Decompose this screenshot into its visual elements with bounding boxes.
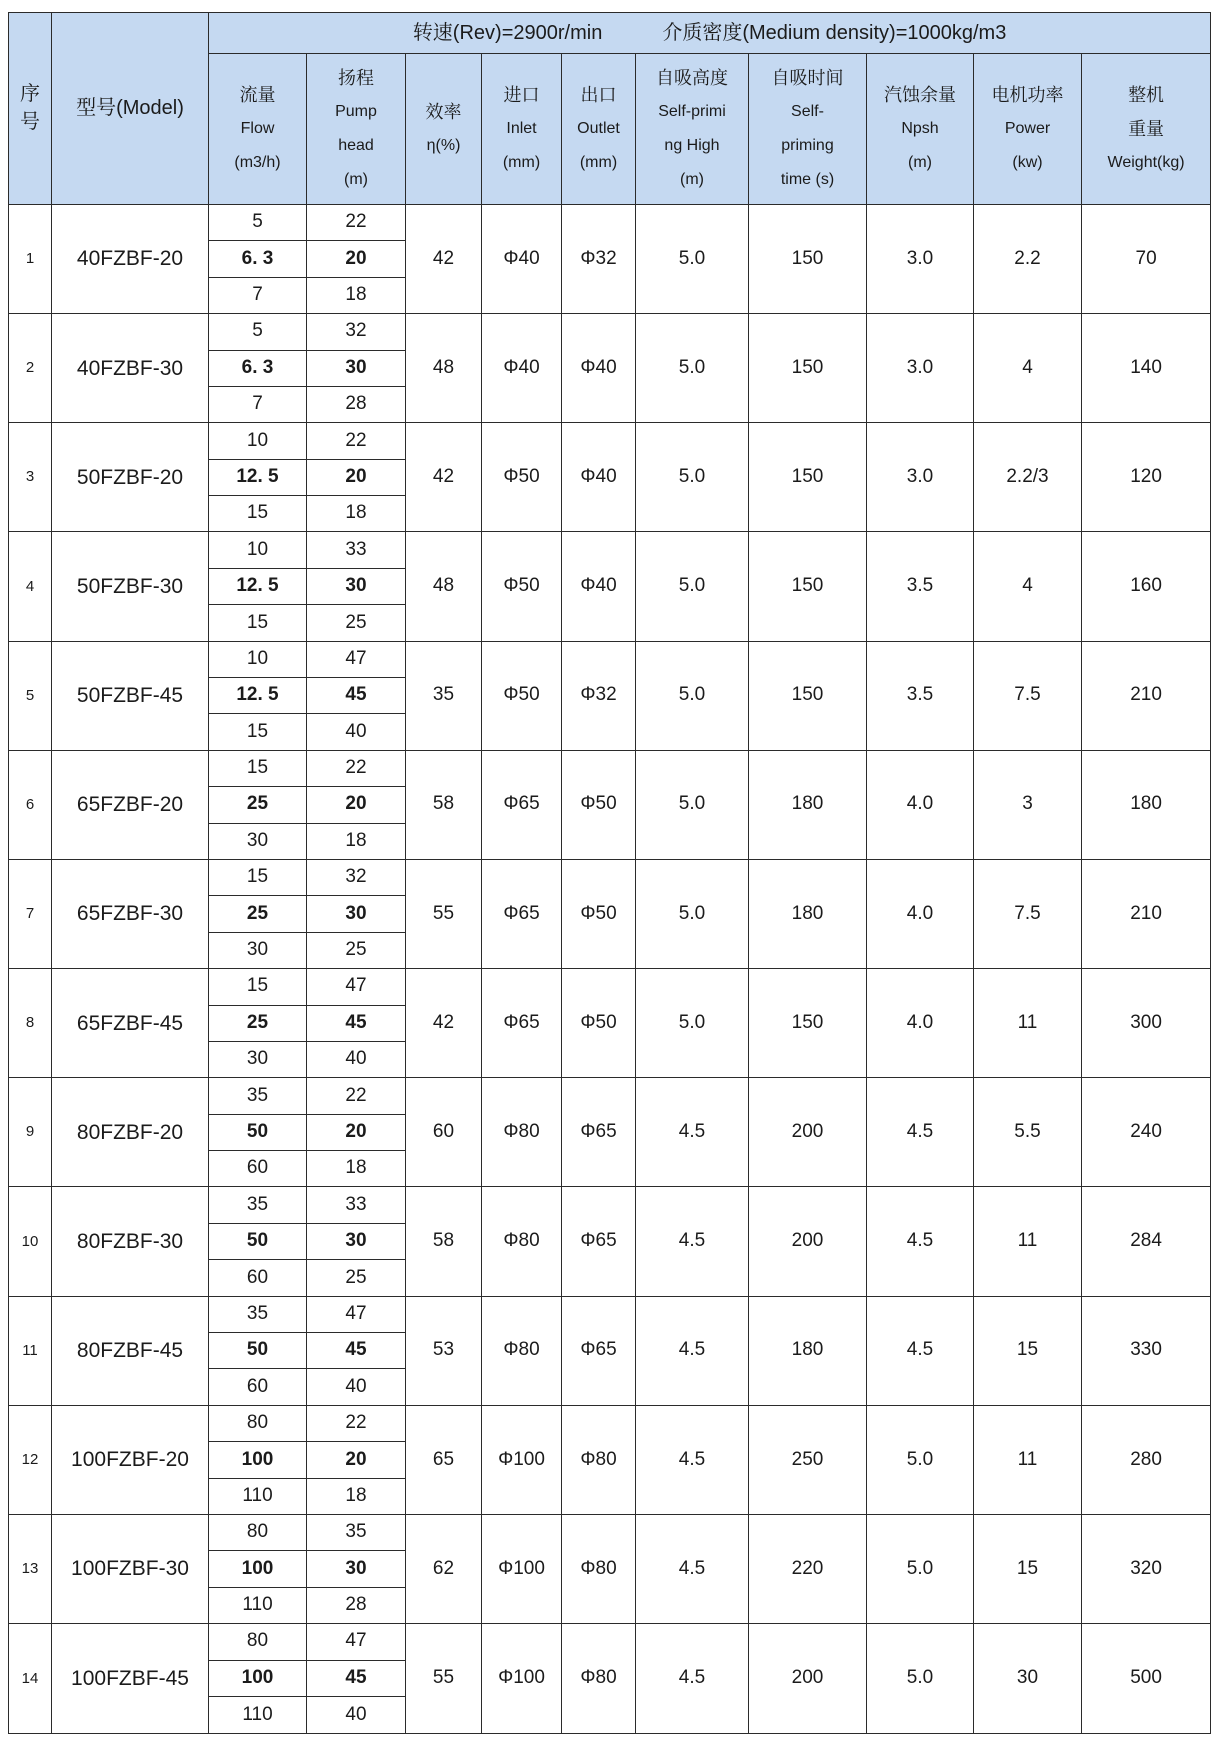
weight-cell: 240: [1082, 1078, 1211, 1187]
table-row: [9, 1078, 1211, 1114]
flow-cell: 15: [209, 605, 307, 641]
head-cell: 18: [307, 1151, 406, 1187]
head-cell: 40: [307, 714, 406, 750]
power-cell: 2.2/3: [974, 423, 1082, 532]
self-priming-time-cell: 180: [749, 859, 867, 968]
outlet-cell: Φ32: [562, 204, 636, 313]
self-priming-time-cell: 150: [749, 969, 867, 1078]
flow-cell: 100: [209, 1660, 307, 1696]
pump-spec-table: [8, 12, 1211, 1734]
operating-conditions-header: 转速(Rev)=2900r/min 介质密度(Medium density)=1000kg/m3: [209, 13, 1211, 54]
head-cell: 22: [307, 1078, 406, 1114]
weight-cell: 500: [1082, 1624, 1211, 1734]
head-cell: 45: [307, 1005, 406, 1041]
flow-header: 流量 Flow (m3/h): [209, 53, 307, 204]
self-priming-height-cell: 4.5: [636, 1624, 749, 1734]
outlet-cell: Φ40: [562, 314, 636, 423]
row-number-cell: 4: [9, 532, 52, 641]
table-row: [9, 532, 1211, 568]
weight-cell: 284: [1082, 1187, 1211, 1296]
power-cell: 11: [974, 1405, 1082, 1514]
efficiency-cell: 48: [406, 314, 482, 423]
head-cell: 22: [307, 204, 406, 240]
power-cell: 7.5: [974, 641, 1082, 750]
model-cell: 100FZBF-30: [52, 1515, 209, 1624]
inlet-cell: Φ80: [482, 1296, 562, 1405]
weight-cell: 180: [1082, 750, 1211, 859]
efficiency-cell: 53: [406, 1296, 482, 1405]
npsh-cell: 5.0: [867, 1405, 974, 1514]
table-row: [9, 1405, 1211, 1441]
self-priming-height-cell: 4.5: [636, 1187, 749, 1296]
self-priming-height-cell: 5.0: [636, 204, 749, 313]
table-row: [9, 314, 1211, 350]
flow-cell: 5: [209, 314, 307, 350]
table-row: [9, 859, 1211, 895]
efficiency-cell: 60: [406, 1078, 482, 1187]
self-priming-time-cell: 220: [749, 1515, 867, 1624]
flow-cell: 10: [209, 423, 307, 459]
efficiency-cell: 42: [406, 969, 482, 1078]
row-number-cell: 9: [9, 1078, 52, 1187]
self-priming-time-cell: 150: [749, 314, 867, 423]
flow-cell: 7: [209, 277, 307, 313]
head-cell: 25: [307, 605, 406, 641]
outlet-cell: Φ50: [562, 750, 636, 859]
model-cell: 40FZBF-20: [52, 204, 209, 313]
self-priming-height-cell: 5.0: [636, 750, 749, 859]
head-cell: 18: [307, 1478, 406, 1514]
table-row: [9, 1187, 1211, 1223]
head-cell: 32: [307, 859, 406, 895]
inlet-cell: Φ100: [482, 1405, 562, 1514]
flow-cell: 50: [209, 1223, 307, 1259]
self-priming-time-cell: 150: [749, 532, 867, 641]
flow-cell: 6. 3: [209, 350, 307, 386]
head-cell: 20: [307, 459, 406, 495]
inlet-cell: Φ50: [482, 641, 562, 750]
efficiency-cell: 58: [406, 750, 482, 859]
model-cell: 50FZBF-45: [52, 641, 209, 750]
inlet-cell: Φ50: [482, 532, 562, 641]
self-priming-height-cell: 5.0: [636, 532, 749, 641]
self-priming-height-header: 自吸高度 Self-primi ng High (m): [636, 53, 749, 204]
self-priming-height-cell: 4.5: [636, 1078, 749, 1187]
npsh-cell: 5.0: [867, 1624, 974, 1734]
efficiency-cell: 58: [406, 1187, 482, 1296]
table-row: [9, 750, 1211, 786]
table-row: [9, 423, 1211, 459]
power-cell: 4: [974, 532, 1082, 641]
head-cell: 28: [307, 1587, 406, 1623]
efficiency-cell: 42: [406, 204, 482, 313]
power-cell: 30: [974, 1624, 1082, 1734]
power-cell: 11: [974, 1187, 1082, 1296]
head-cell: 47: [307, 1296, 406, 1332]
outlet-cell: Φ40: [562, 532, 636, 641]
head-cell: 18: [307, 823, 406, 859]
inlet-cell: Φ80: [482, 1078, 562, 1187]
table-row: [9, 1515, 1211, 1551]
flow-cell: 15: [209, 750, 307, 786]
weight-cell: 280: [1082, 1405, 1211, 1514]
flow-cell: 35: [209, 1078, 307, 1114]
npsh-cell: 3.5: [867, 532, 974, 641]
efficiency-cell: 62: [406, 1515, 482, 1624]
power-cell: 2.2: [974, 204, 1082, 313]
head-cell: 25: [307, 1260, 406, 1296]
flow-cell: 5: [209, 204, 307, 240]
flow-cell: 25: [209, 1005, 307, 1041]
head-cell: 22: [307, 750, 406, 786]
seq-header: 序 号: [9, 13, 52, 205]
head-cell: 30: [307, 350, 406, 386]
inlet-header: 进口 Inlet (mm): [482, 53, 562, 204]
flow-cell: 12. 5: [209, 568, 307, 604]
head-cell: 28: [307, 386, 406, 422]
head-cell: 20: [307, 1114, 406, 1150]
inlet-cell: Φ65: [482, 969, 562, 1078]
flow-cell: 60: [209, 1151, 307, 1187]
flow-cell: 30: [209, 823, 307, 859]
weight-cell: 210: [1082, 641, 1211, 750]
weight-header: 整机 重量 Weight(kg): [1082, 53, 1211, 204]
flow-cell: 10: [209, 532, 307, 568]
head-cell: 33: [307, 532, 406, 568]
flow-cell: 35: [209, 1187, 307, 1223]
weight-cell: 300: [1082, 969, 1211, 1078]
table-row: [9, 204, 1211, 240]
npsh-cell: 3.5: [867, 641, 974, 750]
row-number-cell: 7: [9, 859, 52, 968]
inlet-cell: Φ100: [482, 1515, 562, 1624]
npsh-cell: 3.0: [867, 423, 974, 532]
efficiency-cell: 65: [406, 1405, 482, 1514]
outlet-cell: Φ50: [562, 859, 636, 968]
self-priming-time-cell: 200: [749, 1187, 867, 1296]
power-cell: 7.5: [974, 859, 1082, 968]
flow-cell: 30: [209, 932, 307, 968]
self-priming-time-cell: 150: [749, 641, 867, 750]
head-cell: 47: [307, 969, 406, 1005]
self-priming-height-cell: 5.0: [636, 859, 749, 968]
head-cell: 20: [307, 787, 406, 823]
npsh-cell: 4.0: [867, 750, 974, 859]
row-number-cell: 5: [9, 641, 52, 750]
flow-cell: 100: [209, 1551, 307, 1587]
self-priming-height-cell: 5.0: [636, 969, 749, 1078]
self-priming-time-cell: 200: [749, 1078, 867, 1187]
weight-cell: 330: [1082, 1296, 1211, 1405]
inlet-cell: Φ65: [482, 750, 562, 859]
inlet-cell: Φ80: [482, 1187, 562, 1296]
head-cell: 30: [307, 1223, 406, 1259]
head-cell: 40: [307, 1696, 406, 1733]
self-priming-time-cell: 180: [749, 750, 867, 859]
inlet-cell: Φ100: [482, 1624, 562, 1734]
head-cell: 45: [307, 678, 406, 714]
head-cell: 45: [307, 1333, 406, 1369]
flow-cell: 100: [209, 1442, 307, 1478]
flow-cell: 15: [209, 496, 307, 532]
model-cell: 40FZBF-30: [52, 314, 209, 423]
weight-cell: 120: [1082, 423, 1211, 532]
power-cell: 3: [974, 750, 1082, 859]
npsh-cell: 3.0: [867, 314, 974, 423]
outlet-cell: Φ32: [562, 641, 636, 750]
head-cell: 47: [307, 641, 406, 677]
row-number-cell: 14: [9, 1624, 52, 1734]
flow-cell: 15: [209, 714, 307, 750]
npsh-cell: 5.0: [867, 1515, 974, 1624]
head-cell: 35: [307, 1515, 406, 1551]
row-number-cell: 3: [9, 423, 52, 532]
npsh-cell: 3.0: [867, 204, 974, 313]
self-priming-height-cell: 5.0: [636, 423, 749, 532]
power-cell: 4: [974, 314, 1082, 423]
npsh-cell: 4.0: [867, 969, 974, 1078]
npsh-cell: 4.0: [867, 859, 974, 968]
outlet-cell: Φ65: [562, 1296, 636, 1405]
head-cell: 47: [307, 1624, 406, 1660]
model-cell: 50FZBF-30: [52, 532, 209, 641]
efficiency-cell: 42: [406, 423, 482, 532]
head-cell: 30: [307, 896, 406, 932]
head-cell: 20: [307, 1442, 406, 1478]
table-row: [9, 641, 1211, 677]
model-cell: 100FZBF-20: [52, 1405, 209, 1514]
outlet-cell: Φ80: [562, 1624, 636, 1734]
self-priming-time-cell: 250: [749, 1405, 867, 1514]
inlet-cell: Φ40: [482, 314, 562, 423]
row-number-cell: 8: [9, 969, 52, 1078]
model-cell: 65FZBF-30: [52, 859, 209, 968]
head-cell: 20: [307, 241, 406, 277]
head-header: 扬程 Pump head (m): [307, 53, 406, 204]
outlet-cell: Φ80: [562, 1405, 636, 1514]
outlet-cell: Φ65: [562, 1078, 636, 1187]
npsh-header: 汽蚀余量 Npsh (m): [867, 53, 974, 204]
self-priming-time-cell: 150: [749, 423, 867, 532]
row-number-cell: 1: [9, 204, 52, 313]
flow-cell: 110: [209, 1478, 307, 1514]
head-cell: 33: [307, 1187, 406, 1223]
outlet-cell: Φ40: [562, 423, 636, 532]
head-cell: 30: [307, 1551, 406, 1587]
flow-cell: 50: [209, 1333, 307, 1369]
efficiency-cell: 55: [406, 859, 482, 968]
self-priming-time-header: 自吸时间 Self- priming time (s): [749, 53, 867, 204]
flow-cell: 110: [209, 1696, 307, 1733]
npsh-cell: 4.5: [867, 1296, 974, 1405]
inlet-cell: Φ65: [482, 859, 562, 968]
model-cell: 65FZBF-20: [52, 750, 209, 859]
table-row: [9, 1296, 1211, 1332]
row-number-cell: 10: [9, 1187, 52, 1296]
head-cell: 40: [307, 1369, 406, 1405]
flow-cell: 15: [209, 859, 307, 895]
efficiency-cell: 48: [406, 532, 482, 641]
self-priming-time-cell: 200: [749, 1624, 867, 1734]
outlet-cell: Φ80: [562, 1515, 636, 1624]
flow-cell: 50: [209, 1114, 307, 1150]
self-priming-height-cell: 5.0: [636, 641, 749, 750]
head-cell: 18: [307, 496, 406, 532]
flow-cell: 60: [209, 1260, 307, 1296]
row-number-cell: 12: [9, 1405, 52, 1514]
head-cell: 22: [307, 423, 406, 459]
model-cell: 80FZBF-30: [52, 1187, 209, 1296]
model-cell: 65FZBF-45: [52, 969, 209, 1078]
table-row: [9, 1624, 1211, 1660]
power-cell: 15: [974, 1296, 1082, 1405]
row-number-cell: 6: [9, 750, 52, 859]
weight-cell: 160: [1082, 532, 1211, 641]
self-priming-height-cell: 4.5: [636, 1405, 749, 1514]
head-cell: 45: [307, 1660, 406, 1696]
model-cell: 50FZBF-20: [52, 423, 209, 532]
head-cell: 30: [307, 568, 406, 604]
head-cell: 32: [307, 314, 406, 350]
flow-cell: 15: [209, 969, 307, 1005]
head-cell: 25: [307, 932, 406, 968]
flow-cell: 35: [209, 1296, 307, 1332]
row-number-cell: 2: [9, 314, 52, 423]
outlet-cell: Φ50: [562, 969, 636, 1078]
row-number-cell: 13: [9, 1515, 52, 1624]
weight-cell: 140: [1082, 314, 1211, 423]
self-priming-height-cell: 5.0: [636, 314, 749, 423]
power-cell: 15: [974, 1515, 1082, 1624]
power-cell: 5.5: [974, 1078, 1082, 1187]
self-priming-time-cell: 180: [749, 1296, 867, 1405]
flow-cell: 25: [209, 787, 307, 823]
inlet-cell: Φ40: [482, 204, 562, 313]
table-row: [9, 969, 1211, 1005]
flow-cell: 60: [209, 1369, 307, 1405]
weight-cell: 70: [1082, 204, 1211, 313]
flow-cell: 80: [209, 1405, 307, 1441]
flow-cell: 25: [209, 896, 307, 932]
self-priming-height-cell: 4.5: [636, 1515, 749, 1624]
weight-cell: 210: [1082, 859, 1211, 968]
flow-cell: 12. 5: [209, 678, 307, 714]
efficiency-header: 效率 η(%): [406, 53, 482, 204]
efficiency-cell: 55: [406, 1624, 482, 1734]
power-cell: 11: [974, 969, 1082, 1078]
model-cell: 80FZBF-20: [52, 1078, 209, 1187]
outlet-cell: Φ65: [562, 1187, 636, 1296]
model-cell: 100FZBF-45: [52, 1624, 209, 1734]
inlet-cell: Φ50: [482, 423, 562, 532]
self-priming-height-cell: 4.5: [636, 1296, 749, 1405]
self-priming-time-cell: 150: [749, 204, 867, 313]
head-cell: 22: [307, 1405, 406, 1441]
npsh-cell: 4.5: [867, 1187, 974, 1296]
model-header: 型号(Model): [52, 13, 209, 205]
outlet-header: 出口 Outlet (mm): [562, 53, 636, 204]
flow-cell: 80: [209, 1515, 307, 1551]
flow-cell: 30: [209, 1041, 307, 1077]
flow-cell: 12. 5: [209, 459, 307, 495]
flow-cell: 6. 3: [209, 241, 307, 277]
model-cell: 80FZBF-45: [52, 1296, 209, 1405]
power-header: 电机功率 Power (kw): [974, 53, 1082, 204]
flow-cell: 80: [209, 1624, 307, 1660]
flow-cell: 110: [209, 1587, 307, 1623]
flow-cell: 7: [209, 386, 307, 422]
efficiency-cell: 35: [406, 641, 482, 750]
row-number-cell: 11: [9, 1296, 52, 1405]
head-cell: 18: [307, 277, 406, 313]
flow-cell: 10: [209, 641, 307, 677]
npsh-cell: 4.5: [867, 1078, 974, 1187]
weight-cell: 320: [1082, 1515, 1211, 1624]
head-cell: 40: [307, 1041, 406, 1077]
